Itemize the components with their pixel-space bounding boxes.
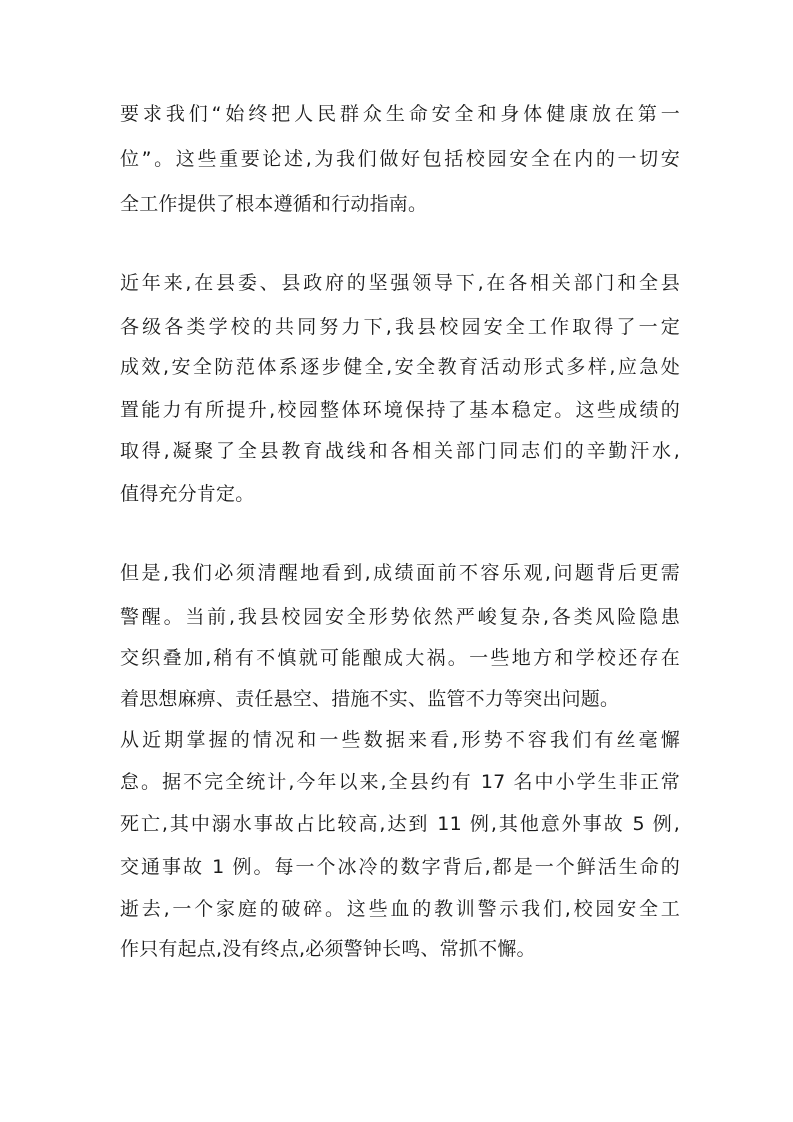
paragraph-2-line-4: 置能力有所提升,校园整体环境保持了基本稳定。这些成绩的 — [120, 399, 680, 421]
paragraph-2-line-5: 取得,凝聚了全县教育战线和各相关部门同志们的辛勤汗水, — [120, 440, 680, 462]
paragraph-3-line-10: 作只有起点,没有终点,必须警钟长鸣、常抓不懈。 — [120, 938, 536, 960]
paragraph-2-line-3: 成效,安全防范体系逐步健全,安全教育活动形式多样,应急处 — [120, 356, 680, 378]
paragraph-3-line-9: 逝去,一个家庭的破碎。这些血的教训警示我们,校园安全工 — [120, 898, 680, 920]
paragraph-3-line-5: 从近期掌握的情况和一些数据来看,形势不容我们有丝毫懈 — [120, 729, 680, 751]
paragraph-2-line-6: 值得充分肯定。 — [120, 483, 255, 505]
paragraph-3-line-3: 交织叠加,稍有不慎就可能酿成大祸。一些地方和学校还存在 — [120, 647, 680, 669]
paragraph-3-line-7: 死亡,其中溺水事故占比较高,达到 11 例,其他意外事故 5 例, — [120, 813, 680, 835]
paragraph-1-line-1: 要求我们“始终把人民群众生命安全和身体健康放在第一 — [120, 103, 680, 125]
paragraph-1-line-2: 位”。这些重要论述,为我们做好包括校园安全在内的一切安 — [120, 148, 680, 170]
paragraph-3-line-4: 着思想麻痹、责任悬空、措施不实、监管不力等突出问题。 — [120, 688, 620, 710]
paragraph-1-line-3: 全工作提供了根本遵循和行动指南。 — [120, 193, 428, 215]
paragraph-3-line-8: 交通事故 1 例。每一个冰冷的数字背后,都是一个鲜活生命的 — [120, 856, 680, 878]
paragraph-3-line-6: 怠。据不完全统计,今年以来,全县约有 17 名中小学生非正常 — [120, 771, 680, 793]
paragraph-2-line-2: 各级各类学校的共同努力下,我县校园安全工作取得了一定 — [120, 316, 680, 338]
paragraph-3-line-2: 警醒。当前,我县校园安全形势依然严峻复杂,各类风险隐患 — [120, 606, 680, 628]
paragraph-2-line-1: 近年来,在县委、县政府的坚强领导下,在各相关部门和全县 — [120, 272, 680, 294]
paragraph-3-line-1: 但是,我们必须清醒地看到,成绩面前不容乐观,问题背后更需 — [120, 562, 680, 584]
